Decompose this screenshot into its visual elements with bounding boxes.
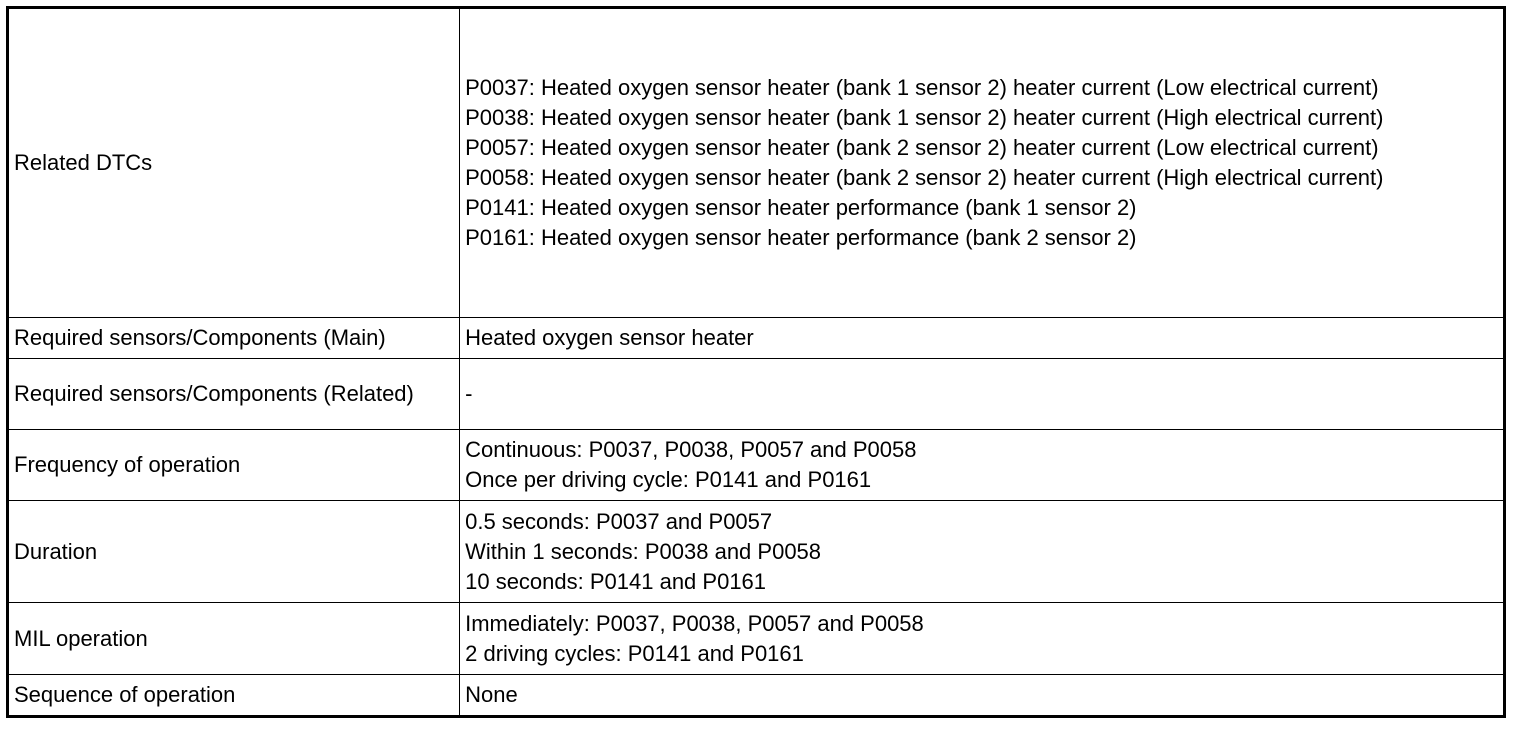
row-value-required-main xyxy=(460,318,1505,359)
dtc-p0038: P0038: Heated oxygen sensor heater (bank 1 sensor 2) heater current (High electrical current) xyxy=(465,105,1384,130)
value-line: 2 driving cycles: P0141 and P0161 xyxy=(465,640,804,666)
value-line: - xyxy=(465,381,473,406)
table-row xyxy=(8,8,1505,318)
dtc-p0141: P0141: Heated oxygen sensor heater performance (bank 1 sensor 2) xyxy=(465,195,1137,220)
value-line: Within 1 seconds: P0038 and P0058 xyxy=(465,538,822,564)
table-row xyxy=(8,318,1505,359)
row-value-duration xyxy=(460,501,1505,603)
value-line: Continuous: P0037, P0038, P0057 and P0058 xyxy=(465,437,917,462)
value-line: 0.5 seconds: P0037 and P0057 xyxy=(465,508,773,534)
row-value-sequence xyxy=(460,675,1505,717)
row-value-mil-operation xyxy=(460,603,1505,675)
row-value-frequency xyxy=(460,430,1505,501)
specification-table xyxy=(6,6,1506,718)
dtc-p0161: P0161: Heated oxygen sensor heater performance (bank 2 sensor 2) xyxy=(465,225,1137,250)
table-row xyxy=(8,359,1505,430)
row-value-required-related xyxy=(460,359,1505,430)
table-row xyxy=(8,603,1505,675)
row-label-related-dtcs: Related DTCs xyxy=(8,8,460,318)
dtc-p0037: P0037: Heated oxygen sensor heater (bank 1 sensor 2) heater current (Low electrical current) xyxy=(465,75,1379,100)
row-label-duration: Duration xyxy=(8,501,460,603)
row-label-frequency: Frequency of operation xyxy=(8,430,460,501)
value-line: Heated oxygen sensor heater xyxy=(465,325,754,350)
value-line: 10 seconds: P0141 and P0161 xyxy=(465,568,767,594)
row-label-sequence: Sequence of operation xyxy=(8,675,460,717)
value-line: Immediately: P0037, P0038, P0057 and P0058 xyxy=(465,610,924,636)
value-line: None xyxy=(465,682,518,707)
value-line: Once per driving cycle: P0141 and P0161 xyxy=(465,467,872,492)
table-row xyxy=(8,430,1505,501)
row-label-required-related: Required sensors/Components (Related) xyxy=(8,359,460,430)
table-row xyxy=(8,675,1505,717)
table-row xyxy=(8,501,1505,603)
row-label-mil-operation: MIL operation xyxy=(8,603,460,675)
dtc-p0058: P0058: Heated oxygen sensor heater (bank 2 sensor 2) heater current (High electrical current) xyxy=(465,165,1384,190)
dtc-p0057: P0057: Heated oxygen sensor heater (bank 2 sensor 2) heater current (Low electrical current) xyxy=(465,135,1379,160)
row-label-required-main: Required sensors/Components (Main) xyxy=(8,318,460,359)
row-value-related-dtcs xyxy=(460,8,1505,318)
